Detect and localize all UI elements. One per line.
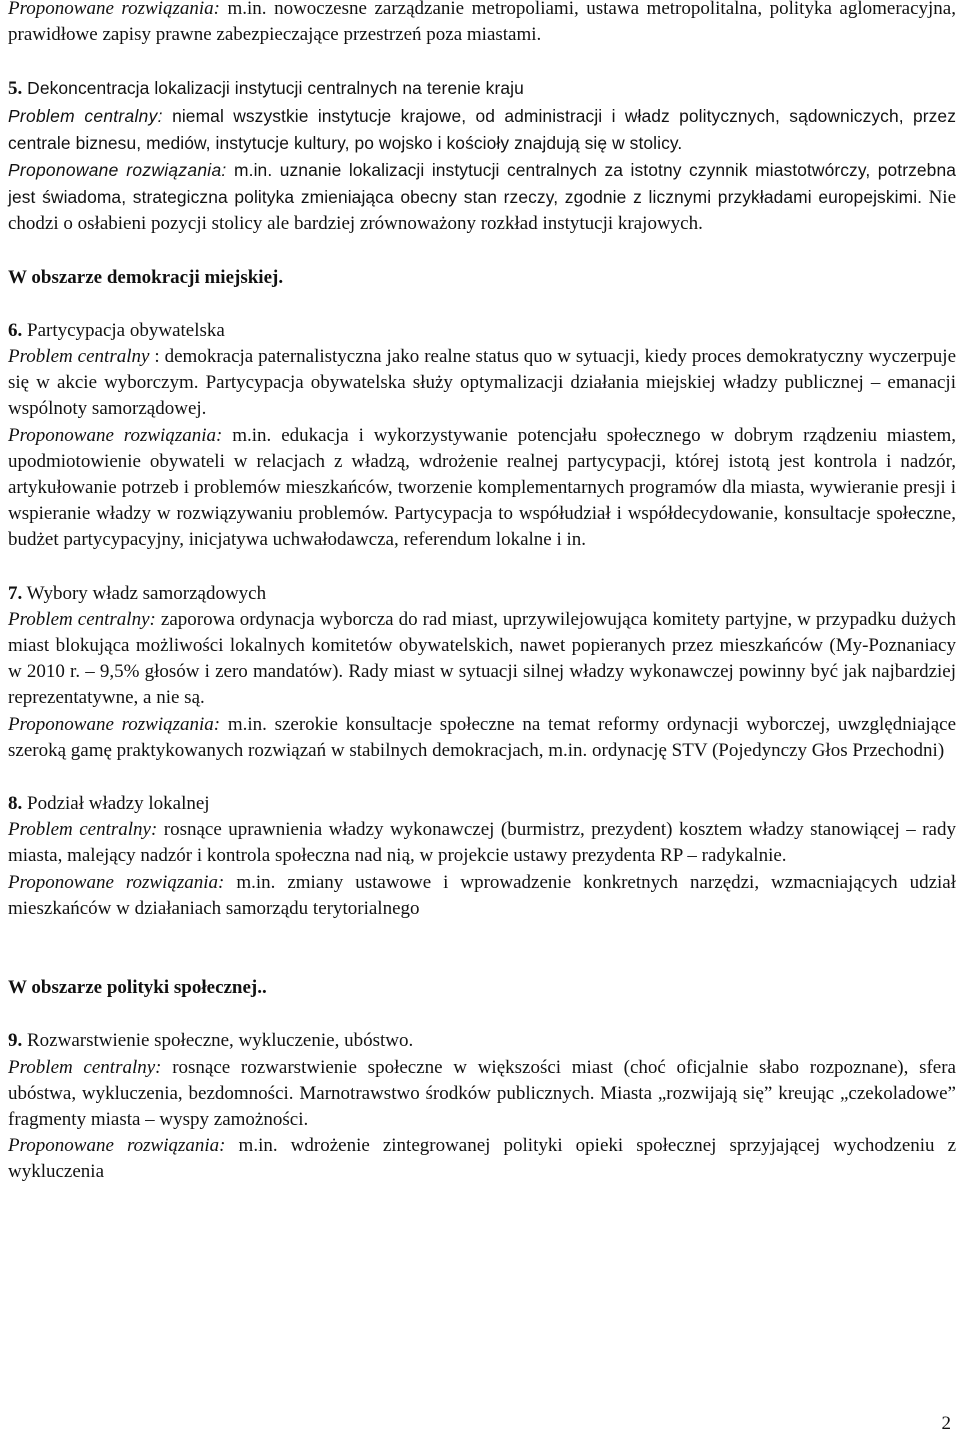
document-page — [8, 0, 956, 1186]
item7-problem-label: Problem centralny: — [8, 608, 156, 630]
item5-proposal-label: Proponowane rozwiązania: — [8, 160, 227, 181]
item5-problem-text: niemal wszystkie instytucje krajowe, od administracji i władz politycznych, sądowniczych, przez centrale biznesu, mediów, instytucje kultury, po wojsko i kościoły znajdują się w stolicy. — [8, 105, 956, 153]
item6-problem-text: : demokracja paternalistyczna jako realne status quo w sytuacji, kiedy proces demokratyczny wyczerpuje się w akcie wyborczym. Partycypacja obywatelska służy optymalizacji działania miejskiej władzy publicznej – emanacji wspólnoty samorządowej. — [8, 346, 956, 420]
item6-proposal-label: Proponowane rozwiązania: — [8, 424, 223, 446]
page-number: 2 — [941, 1413, 951, 1434]
intro-label: Proponowane rozwiązania: — [8, 0, 220, 19]
item6-problem-label: Problem centralny — [8, 346, 150, 368]
item9-heading — [8, 1028, 956, 1054]
item7-problem-text: zaporowa ordynacja wyborcza do rad miast, uprzywilejowująca komitety partyjne, w przypadku dużych miast blokująca możliwości lokalnych komitetów obywatelskich, nawet popieranych przez mieszkańców (My-Poznaniacy w 2010 r. – 9,5% głosów i zero mandatów). Rady miast w sytuacji silnej władzy wykonawczej powinny być jak najbardziej reprezentatywne, a nie są. — [8, 608, 957, 709]
item8-heading — [8, 791, 956, 817]
item9-title: Rozwarstwienie społeczne, wykluczenie, ubóstwo. — [22, 1030, 414, 1052]
intro-text: m.in. nowoczesne zarządzanie metropoliami, ustawa metropolitalna, polityka aglomeracyjna, prawidłowe zapisy prawne zabezpieczające przestrzeń poza miastami. — [8, 0, 956, 46]
item5-problem-label: Problem centralny: — [8, 105, 163, 126]
item8-problem-label: Problem centralny: — [8, 819, 158, 841]
item5-proposal — [8, 157, 956, 238]
item6-proposal — [8, 423, 956, 554]
item6-proposal-text: m.in. edukacja i wykorzystywanie potencjału społecznego w dobrym rządzeniu miastem, upodmiotowienie obywateli w relacjach z władzą, wdrożenie realnej partycypacji, której istotą jest kontrola i nadzór, artykułowanie potrzeb i problemów mieszkańców, tworzenie komplementarnych programów dla miasta, wywieranie presji i wspieranie władzy w rozwiązywaniu problemów. Partycypacja to współudział i współdecydowanie, konsultacje społeczne, budżet partycypacyjny, inicjatywa uchwałodawcza, referendum lokalne i in. — [8, 424, 957, 551]
item8-number: 8. — [8, 793, 23, 815]
item7-proposal-label: Proponowane rozwiązania: — [8, 713, 221, 735]
item9-number: 9. — [8, 1030, 23, 1052]
item8-title: Podział władzy lokalnej — [22, 793, 210, 815]
section-democracy-heading: W obszarze demokracji miejskiej. — [8, 266, 284, 288]
item8-proposal-label: Proponowane rozwiązania: — [8, 871, 225, 893]
item8-proposal — [8, 870, 956, 922]
item5-proposal-text-a: m.in. uznanie lokalizacji instytucji centralnych za istotny czynnik miastotwórczy, potrzebna jest świadoma, strategiczna polityka zmieniająca obecny stan rzeczy, zgodnie z licznymi przykładami europejskimi. — [8, 160, 956, 208]
item6-number: 6. — [8, 319, 23, 341]
item7-heading — [8, 581, 956, 607]
item7-proposal — [8, 712, 956, 764]
item8-problem-text: rosnące uprawnienia władzy wykonawczej (burmistrz, prezydent) kosztem władzy stanowiącej – rady miasta, malejący nadzór i kontrola społeczna nad nią, w projekcie ustawy prezydenta RP – radykalnie. — [8, 819, 956, 867]
item5-heading — [8, 75, 956, 102]
item6-title: Partycypacja obywatelska — [22, 319, 225, 341]
item7-title: Wybory władz samorządowych — [22, 582, 267, 604]
item5-title: Dekoncentracja lokalizacji instytucji centralnych na terenie kraju — [22, 78, 524, 99]
item5-number: 5. — [8, 78, 23, 100]
item9-problem-text: rosnące rozwarstwienie społeczne w większości miast (choć oficjalnie słabo rozpoznane), sfera ubóstwa, wykluczenia, bezdomności. Marnotrawstwo środków publicznych. Miasta „rozwijają się” kreując „czekoladowe” fragmenty miasta – wyspy zamożności. — [8, 1056, 956, 1130]
item6-heading — [8, 318, 956, 344]
item7-number: 7. — [8, 582, 23, 604]
item8-proposal-text: m.in. zmiany ustawowe i wprowadzenie konkretnych narzędzi, wzmacniających udział mieszkańców w działaniach samorządu terytorialnego — [8, 871, 956, 919]
item8-problem — [8, 817, 956, 869]
section-social-heading: W obszarze polityki społecznej.. — [8, 977, 267, 999]
item7-problem — [8, 607, 956, 712]
item6-problem — [8, 344, 956, 423]
intro-paragraph — [8, 0, 956, 48]
item9-problem — [8, 1055, 956, 1134]
item7-proposal-text: m.in. szerokie konsultacje społeczne na temat reformy ordynacji wyborczej, uwzględniające szeroką gamę praktykowanych rozwiązań w stabilnych demokracjach, m.in. ordynację STV (Pojedynczy Głos Przechodni) — [8, 713, 957, 761]
item5-problem — [8, 103, 956, 157]
item9-proposal — [8, 1133, 956, 1185]
item9-proposal-label: Proponowane rozwiązania: — [8, 1135, 226, 1157]
item9-proposal-text: m.in. wdrożenie zintegrowanej polityki opieki społecznej sprzyjającej wychodzeniu z wykluczenia — [8, 1135, 957, 1183]
item5-proposal-text-b: Nie chodzi o osłabieni pozycji stolicy ale bardziej zrównoważony rozkład instytucji krajowych. — [8, 187, 956, 235]
item9-problem-label: Problem centralny: — [8, 1056, 162, 1078]
